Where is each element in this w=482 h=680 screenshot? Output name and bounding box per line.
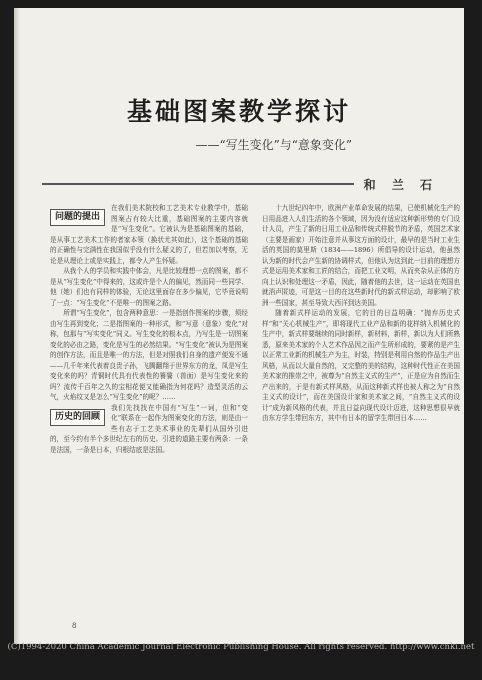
section-heading: 问题的提出 — [50, 209, 105, 226]
body-paragraph: 我们先找找在中国有“写生”一词，但和“变化”联系在一起作为图案变化的方法，则是由一些有志于工艺美术事业的先辈们从国外引进的，至今约有半个多世纪左右的历史。引进的道路主要有两条：一条是法国，一条是日本，归根结底是法国。 — [50, 403, 248, 454]
body-paragraph: 在我们美术院校和工艺美术专业教学中，基础图案占有较大比重，基础图案的主要内容就是“写生变化”。它被认为是基础图案的基础，是从事工艺美术工作的者家本领（换状尤其如此），这个基础的基础的正确性与完满性在我国似乎没有什么疑义的了，但若加以考察，无论是从理论上或是实践上，都令人产生怀疑。 — [50, 204, 248, 265]
title-divider — [42, 183, 354, 185]
text-column-left — [50, 203, 248, 635]
body-paragraph: 十九世纪四年中，欧洲产业革命发展的结果，已使机械化生产的日用品进入人们生活的各个领域，因为没有适应这种新形势的专门设计人员，产生了新的日用工业品和传统式样脱节的矛盾，英国艺术家（主要是画家）开始注意并从事这方面的设计，最早的是当时工业生活的英国的莫里斯（1834——1896）所倡导的设计运动，他虽然认为新的时代会产生新的协调样式，但他认为这到此一目前的理想方式是运用美术家和工匠的结合，而把工业文明，从而夹杂从正体的方向上认识和处理这一矛盾，因此，随着他的去世，这一运动在英国也就消声匿迹，可是这一目的在这些新时代的新式样运动，却影响了欧洲一些国家，甚至导致大西洋到达美国。 — [262, 204, 460, 307]
body-paragraph: 从我个人的学员和实践中体会，凡是比较理想一点的图案，都不是从“写生变化”中得来的，这或许是个人的偏见，然而同一些同学、他（她）们也有同样的体验，无论这里面存在多少偏见，它毕竟说明了一点：“写生变化”不是唯一的图案之路。 — [50, 267, 248, 307]
article-subtitle: ——“写生变化”与“意象变化” — [195, 138, 352, 152]
body-paragraph: 所谓“写生变化”，包含两种意思：一是指创作图案的步骤，须经由写生再到变化；二是指图案的一种形式，和“写意（意象）变化”对称，包那与“写实变化”同义。写生变化的根本点，乃写生是一切图案变化的必由之路，变化是写生的必然结果。“写生变化”被认为是图案的创作方法，而且是唯一的方法，但是对照我们自身的遗产便发不通——几千年来代表着良贵子孙，飞腾翻翔于世界东方的龙，凤是写生变化来的吗？青铜时代具有代表性的饕餮（兽面）是写生变化来的吗？流传千百年之久的宝相花便又能确指为何花吗？造型灵活的云气，火焰纹又是怎么“写生变化”的呢？…… — [50, 309, 248, 401]
text-column-right — [262, 203, 460, 635]
page-number: 8 — [72, 622, 77, 630]
section-heading: 历史的回顾 — [50, 409, 105, 426]
copyright-footer: (C)1994-2020 China Academic Journal Electronic Publishing House. All rights reserved. http://www.cnki.net — [7, 642, 475, 652]
article-title: 基础图案教学探讨 — [126, 97, 351, 126]
article-author: 和 兰 石 — [363, 178, 438, 192]
body-paragraph: 随着新式样运动的发展，它的目的日益明确：“抛弃历史式样”和“关心机械生产”，即将现代工业产品和新的花样纳入机械化的生产中，新式样要继续的同时新样，新材料，新样，新以为人们所熟悉，原来美术家的个人艺术作品因之而产生所形成的，要紧的是产生以正常工业新的机械生产为主，时装，特别是利用自然的作品生产出风格，从而以大量自然的，又完整的美的结构，这种时代性正在美国美术家的推崇之中，被尊为“自然主义式的生产”，正是应为自然而生产出来的，于是有新式样风格，从而这种新式样也被人称之为“自然主义式的设计”，而在美国设计家和美术家之间，“自然主义式的设计”成为新风格的代表，并且日益向现代设计迈进，这种思想很早就由东方学生带回东方，其中有日本的留学生带回日本…… — [262, 309, 460, 422]
journal-page — [14, 8, 464, 644]
